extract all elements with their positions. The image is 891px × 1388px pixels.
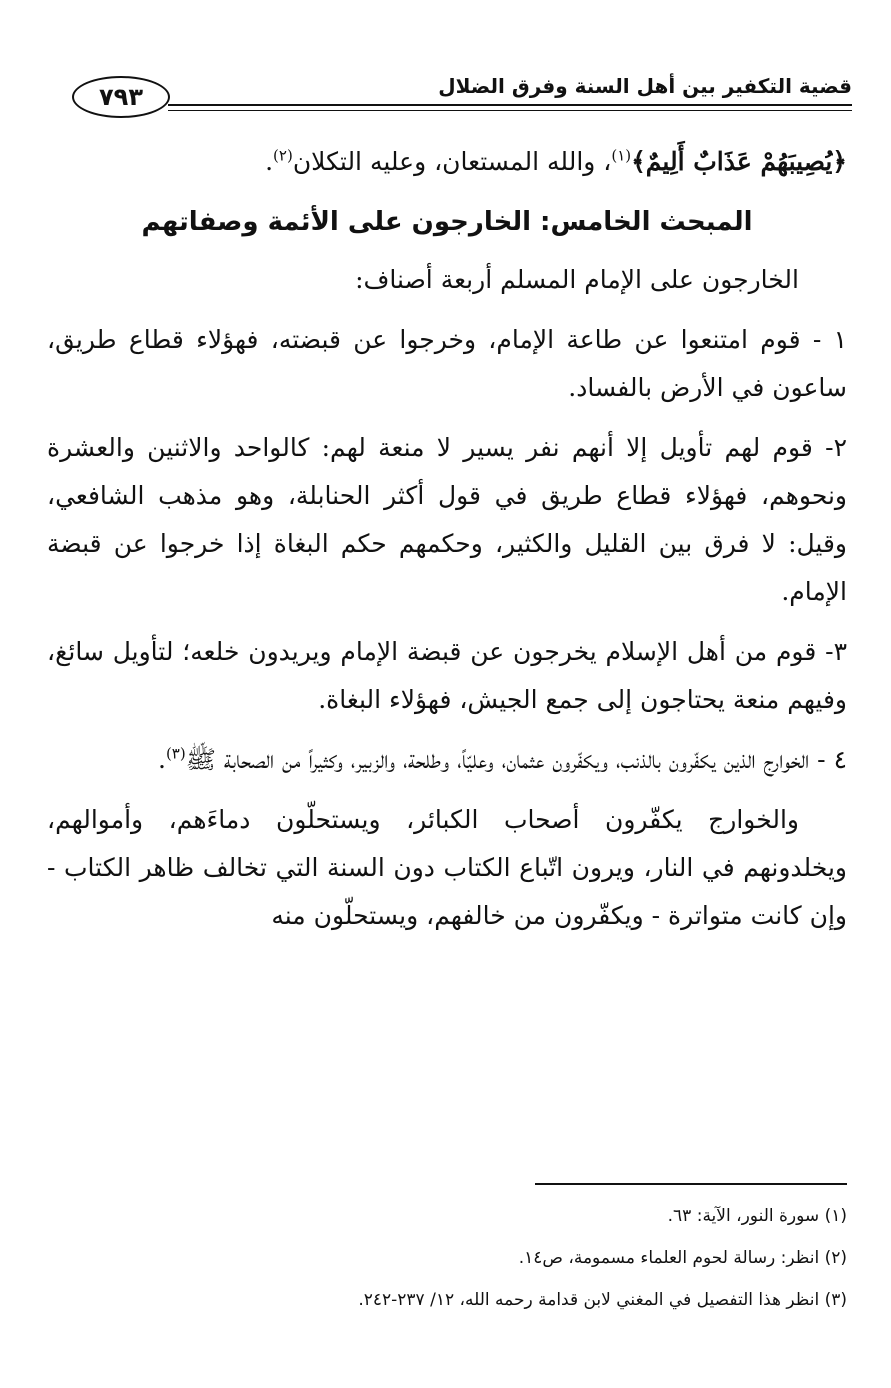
footnote-rule xyxy=(535,1183,847,1185)
opening-paragraph xyxy=(47,138,847,186)
footnote-ref-3: (٣) xyxy=(165,744,186,763)
footnote-2: (٢) انظر: رسالة لحوم العلماء مسمومة، ص١٤. xyxy=(518,1248,847,1268)
list-item-3: ٣- قوم من أهل الإسلام يخرجون عن قبضة الإمام ويريدون خلعه؛ لتأويل سائغ، وفيهم منعة يحتاجون إلى جمع الجيش، فهؤلاء البغاة. xyxy=(47,637,847,714)
footnote-ref-1: (١) xyxy=(611,146,632,165)
footnote-3: (٣) انظر هذا التفصيل في المغني لابن قدامة رحمه الله، ١٢/ ٢٣٧-٢٤٢. xyxy=(358,1290,847,1310)
opening-text: ، والله المستعان، وعليه التكلان xyxy=(292,147,612,176)
main-text xyxy=(47,138,847,952)
footnotes xyxy=(47,1195,847,1321)
page-header xyxy=(72,70,852,130)
list-item-4-end: . xyxy=(157,745,166,774)
footnote-ref-2: (٢) xyxy=(273,146,293,165)
running-title: قضية التكفير بين أهل السنة وفرق الضلال xyxy=(438,74,852,98)
footnote-1: (١) سورة النور، الآية: ٦٣. xyxy=(667,1206,847,1226)
list-item-4-text: ٤ - الخوارج الذين يكفّرون بالذنب، ويكفّرون عثمان، وعليّاً، وطلحة، والزبير، وكثيراً من الصحابة ﷺ xyxy=(185,745,847,774)
section-heading: المبحث الخامس: الخارجون على الأئمة وصفاتهم xyxy=(141,207,753,237)
list-item-1: ١ - قوم امتنعوا عن طاعة الإمام، وخرجوا عن قبضته، فهؤلاء قطاع طريق، ساعون في الأرض بالفساد. xyxy=(47,325,847,402)
header-rule xyxy=(168,104,852,111)
page-number: ٧٩٣ xyxy=(72,76,170,118)
opening-end: . xyxy=(265,147,274,176)
list-item-4 xyxy=(47,736,847,784)
quran-verse: ﴿يُصِيبَهُمْ عَذَابٌ أَلِيمٌ﴾ xyxy=(631,147,847,176)
intro-paragraph: الخارجون على الإمام المسلم أربعة أصناف: xyxy=(355,265,799,294)
closing-paragraph: والخوارج يكفّرون أصحاب الكبائر، ويستحلّون دماءَهم، وأموالهم، ويخلدونهم في النار، ويرون اتّباع الكتاب دون السنة التي تخالف ظاهر الكتاب - وإن كانت متواترة - ويكفّرون من خالفهم، ويستحلّون منه xyxy=(47,805,847,930)
list-item-2: ٢- قوم لهم تأويل إلا أنهم نفر يسير لا منعة لهم: كالواحد والاثنين والعشرة ونحوهم، فهؤلاء قطاع طريق في قول أكثر الحنابلة، وهو مذهب الشافعي، وقيل: لا فرق بين القليل والكثير، وحكمهم حكم البغاة إذا خرجوا عن قبضة الإمام. xyxy=(47,433,847,606)
